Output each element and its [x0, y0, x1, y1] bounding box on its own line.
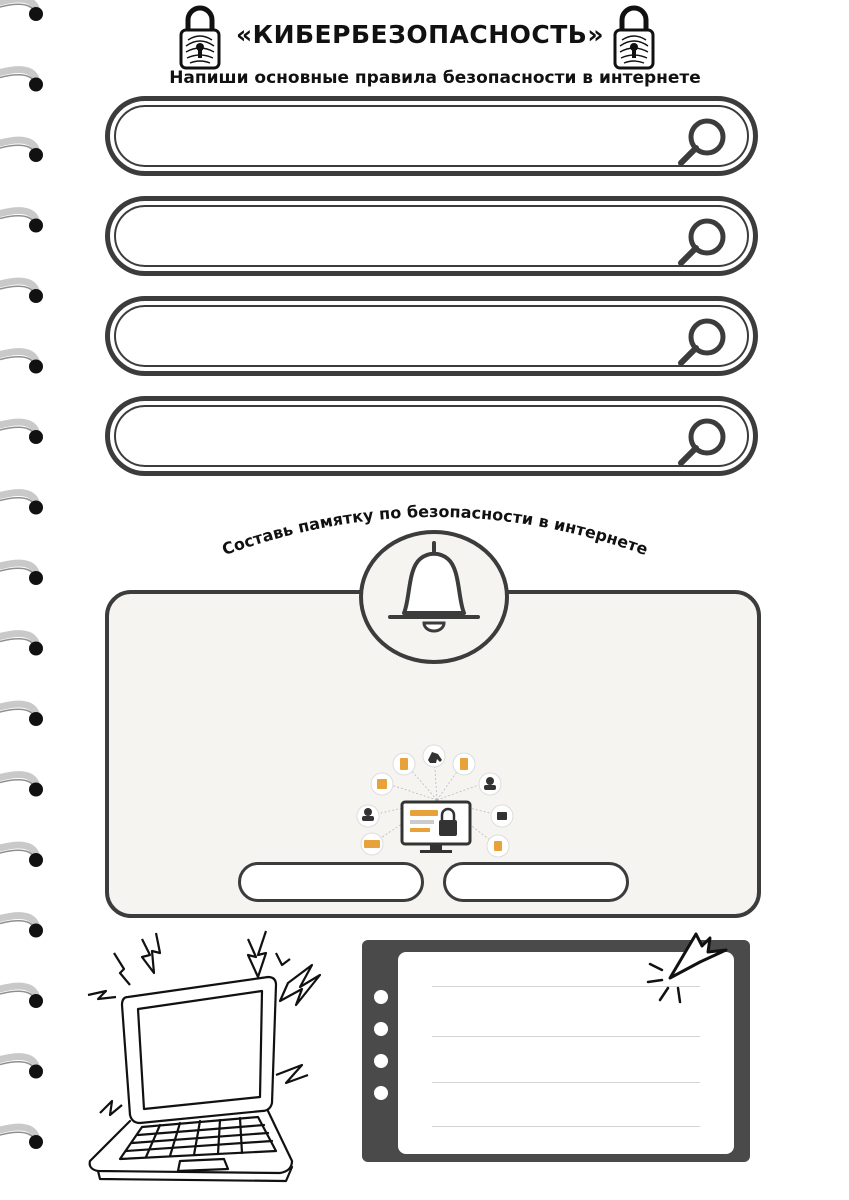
- memo-answer-field-2[interactable]: [443, 862, 629, 902]
- rule-field-3[interactable]: [105, 296, 758, 376]
- cybersecurity-infographic: [352, 740, 522, 860]
- memo-answer-field-1[interactable]: [238, 862, 424, 902]
- spiral-ring: [0, 845, 43, 867]
- spiral-ring: [0, 1057, 43, 1079]
- binder-hole: [372, 988, 390, 1006]
- rule-field-4[interactable]: [105, 396, 758, 476]
- spiral-ring: [0, 775, 43, 797]
- spiral-ring: [0, 70, 43, 92]
- page-subtitle: Напиши основные правила безопасности в интернете: [169, 68, 701, 88]
- search-icon: [675, 313, 731, 369]
- page-title: «КИБЕРБЕЗОПАСНОСТЬ»: [235, 20, 604, 49]
- laptop-illustration: [80, 925, 355, 1190]
- rule-field-1[interactable]: [105, 96, 758, 176]
- search-icon: [675, 213, 731, 269]
- binder-hole: [372, 1020, 390, 1038]
- note-line-2[interactable]: [432, 1036, 700, 1037]
- spiral-ring: [0, 352, 43, 374]
- padlock-fingerprint-icon: [178, 2, 222, 70]
- spiral-ring: [0, 422, 43, 444]
- svg-text:Составь памятку по безопасност: Составь памятку по безопасности в интернете: [219, 501, 651, 560]
- spiral-ring: [0, 563, 43, 585]
- padlock-fingerprint-icon: [612, 2, 656, 70]
- spiral-ring: [0, 1127, 43, 1149]
- spiral-ring: [0, 140, 43, 162]
- search-icon: [675, 413, 731, 469]
- bell-badge: [358, 529, 510, 665]
- binder-hole: [372, 1084, 390, 1102]
- note-line-3[interactable]: [432, 1082, 700, 1083]
- search-icon: [675, 113, 731, 169]
- spiral-ring: [0, 0, 43, 21]
- rule-field-2[interactable]: [105, 196, 758, 276]
- spiral-ring: [0, 281, 43, 303]
- spiral-ring: [0, 916, 43, 938]
- header: [170, 2, 670, 70]
- spiral-ring: [0, 634, 43, 656]
- monitor-lock-icon: [402, 802, 470, 853]
- cursor-click-icon: [640, 928, 730, 1008]
- spiral-ring: [0, 704, 43, 726]
- binder-hole: [372, 1052, 390, 1070]
- note-line-4[interactable]: [432, 1126, 700, 1127]
- spiral-ring: [0, 986, 43, 1008]
- spiral-ring: [0, 493, 43, 515]
- spiral-binding: [0, 0, 60, 1200]
- spiral-ring: [0, 211, 43, 233]
